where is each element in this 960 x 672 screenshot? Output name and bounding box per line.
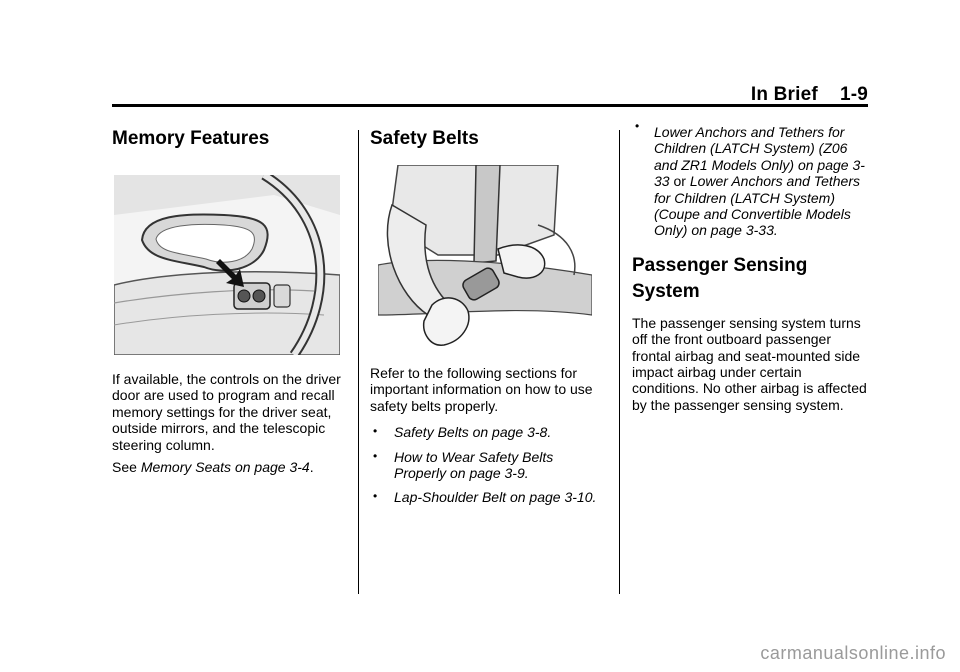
- bullet-glyph: •: [373, 489, 378, 504]
- bullet-glyph: •: [373, 424, 378, 439]
- door-controls-illustration: [114, 175, 340, 355]
- memory-seats-link[interactable]: Memory Seats on page 3-4: [140, 459, 310, 476]
- latch-coupe-link[interactable]: Lower Anchors and Tethers for Children (LATCH System) (Coupe and Convertible Models Only) on page 3-33: [654, 173, 860, 239]
- running-header: [751, 84, 868, 106]
- bullet-how-to-wear[interactable]: [370, 449, 606, 482]
- bullet-glyph: •: [373, 448, 378, 463]
- page-header: [112, 70, 868, 107]
- lap-shoulder-link[interactable]: Lap-Shoulder Belt on page 3-10.: [394, 489, 597, 506]
- bullet-latch[interactable]: [632, 119, 868, 239]
- safety-belts-intro: Refer to the following sections for important information on how to use safety belts properly.: [370, 365, 593, 414]
- memory-features-see: [112, 459, 346, 475]
- see-prefix: See: [112, 459, 137, 476]
- watermark: carmanualsonline.info: [760, 643, 946, 663]
- bullet-lap-shoulder[interactable]: [370, 489, 606, 505]
- column-divider-2: [619, 130, 620, 594]
- page-number: 1-9: [839, 84, 868, 105]
- or-text: or: [673, 173, 686, 190]
- safety-belt-illustration: [378, 165, 592, 351]
- heading-safety-belts: Safety Belts: [370, 128, 479, 149]
- column-memory-features: [112, 126, 346, 475]
- column-safety-belts: [370, 126, 606, 506]
- latch-z06-link[interactable]: Lower Anchors and Tethers for Children (LATCH System) (Z06 and ZR1 Models Only) on page 3-33: [654, 124, 865, 190]
- bullet-safety-belts[interactable]: [370, 424, 606, 440]
- column-passenger-sensing: [632, 119, 868, 413]
- safety-belts-link[interactable]: Safety Belts on page 3-8.: [394, 424, 552, 441]
- how-to-wear-link[interactable]: How to Wear Safety Belts Properly on page 3-9.: [394, 448, 554, 482]
- section-title: In Brief: [750, 84, 818, 105]
- memory-features-body: If available, the controls on the driver door are used to program and recall memory settings for the driver seat, outside mirrors, and the telescopic steering column.: [112, 371, 341, 453]
- see-suffix: .: [309, 459, 314, 476]
- column-divider-1: [358, 130, 359, 594]
- heading-passenger-sensing: Passenger Sensing System: [632, 254, 808, 302]
- passenger-sensing-body: The passenger sensing system turns off the front outboard passenger frontal airbag and seat-mounted side impact airbag under certain conditions. No other airbag is affected by the passenger sensing system.: [632, 314, 867, 413]
- bullet-end: .: [773, 222, 778, 239]
- heading-memory-features: Memory Features: [112, 128, 270, 149]
- bullet-glyph: •: [635, 119, 640, 133]
